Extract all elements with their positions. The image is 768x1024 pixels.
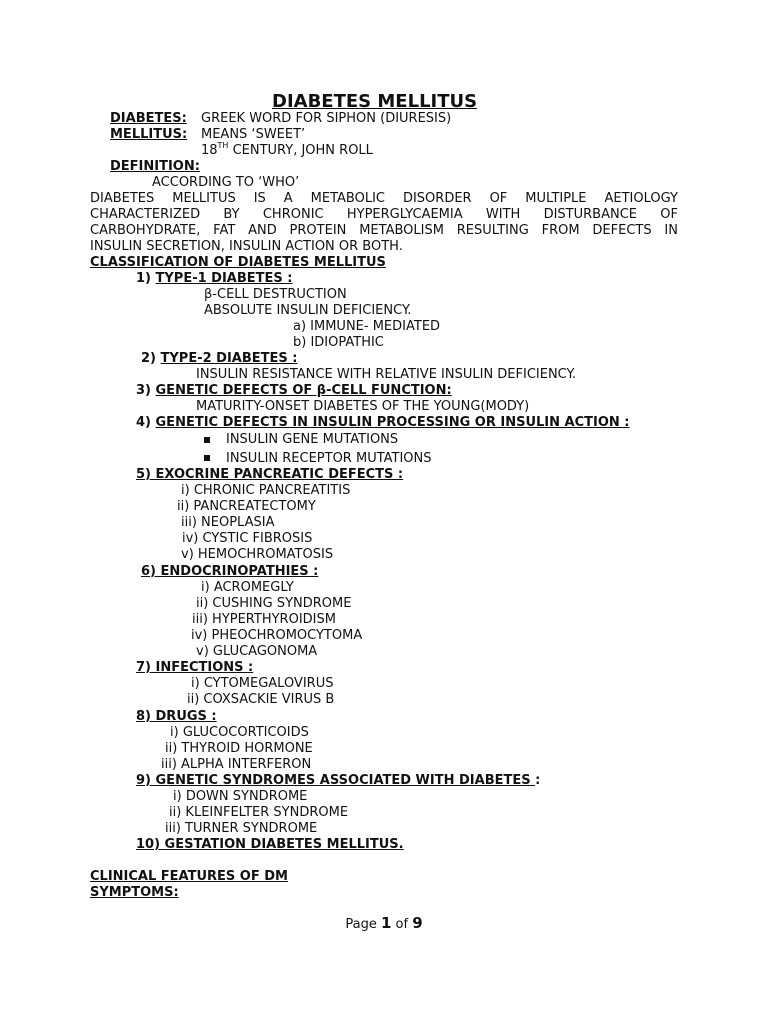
type6-item-1: i) ACROMEGLY: [201, 580, 294, 595]
type2-label: TYPE-2 DIABETES :: [160, 351, 298, 366]
century-line: [201, 143, 373, 159]
according-text: ACCORDING TO ‘WHO’: [152, 175, 300, 190]
type9-label: 9) GENETIC SYNDROMES ASSOCIATED WITH DIABETES: [136, 773, 536, 788]
type9-item-3: iii) TURNER SYNDROME: [165, 821, 318, 836]
type6-item-3: iii) HYPERTHYROIDISM: [192, 612, 336, 627]
type1-item-c: a) IMMUNE- MEDIATED: [293, 319, 441, 334]
classification-heading: CLASSIFICATION OF DIABETES MELLITUS: [90, 255, 386, 270]
type8-heading: 8) DRUGS :: [136, 709, 217, 724]
type4-item-b: INSULIN RECEPTOR MUTATIONS: [226, 451, 432, 466]
type5-item-1: i) CHRONIC PANCREATITIS: [181, 483, 351, 498]
type4-heading: [136, 415, 630, 431]
century-text: CENTURY, JOHN ROLL: [228, 143, 373, 158]
type5-item-3: iii) NEOPLASIA: [181, 515, 275, 530]
type1-heading: [136, 271, 293, 287]
type5-item-4: iv) CYSTIC FIBROSIS: [182, 531, 313, 546]
type7-item-2: ii) COXSACKIE VIRUS B: [187, 692, 335, 707]
definition-line-2: CHARACTERIZED BY CHRONIC HYPERGLYCAEMIA WITH DISTURBANCE OF: [90, 207, 678, 222]
type10-heading: 10) GESTATION DIABETES MELLITUS.: [136, 837, 404, 852]
type1-item-a: β-CELL DESTRUCTION: [204, 287, 347, 302]
type4-num: 4): [136, 415, 156, 430]
footer-total: 9: [412, 914, 423, 932]
definition-label: DEFINITION:: [110, 159, 200, 174]
page-title: DIABETES MELLITUS: [272, 91, 478, 112]
type1-item-b: ABSOLUTE INSULIN DEFICIENCY.: [204, 303, 412, 318]
type9-item-1: i) DOWN SYNDROME: [173, 789, 308, 804]
type1-num: 1): [136, 271, 156, 286]
type3-heading: [136, 383, 452, 399]
diabetes-text: GREEK WORD FOR SIPHON (DIURESIS): [201, 111, 452, 126]
type2-item-a: INSULIN RESISTANCE WITH RELATIVE INSULIN DEFICIENCY.: [196, 367, 576, 382]
type1-item-d: b) IDIOPATHIC: [293, 335, 384, 350]
symptoms-heading: SYMPTOMS:: [90, 885, 179, 900]
type9-item-2: ii) KLEINFELTER SYNDROME: [169, 805, 349, 820]
type9-colon: :: [535, 773, 541, 788]
footer-of: of: [391, 917, 413, 932]
type9-heading: [136, 773, 540, 789]
clinical-heading: CLINICAL FEATURES OF DM: [90, 869, 288, 884]
type3-item-a: MATURITY-ONSET DIABETES OF THE YOUNG(MODY): [196, 399, 530, 414]
type8-item-3: iii) ALPHA INTERFERON: [161, 757, 312, 772]
diabetes-line: [110, 111, 187, 127]
type4-label: GENETIC DEFECTS IN INSULIN PROCESSING OR INSULIN ACTION :: [155, 415, 630, 430]
type6-item-5: v) GLUCAGONOMA: [196, 644, 318, 659]
bullet-icon: [204, 455, 210, 461]
mellitus-label: MELLITUS:: [110, 127, 188, 142]
footer-prefix: Page: [345, 917, 381, 932]
definition-line-1: DIABETES MELLITUS IS A METABOLIC DISORDER OF MULTIPLE AETIOLOGY: [90, 191, 678, 206]
type3-label: GENETIC DEFECTS OF β-CELL FUNCTION:: [155, 383, 452, 398]
type6-item-2: ii) CUSHING SYNDROME: [196, 596, 352, 611]
type8-item-2: ii) THYROID HORMONE: [165, 741, 313, 756]
page-footer: [0, 914, 768, 934]
definition-line-4: INSULIN SECRETION, INSULIN ACTION OR BOTH.: [90, 239, 403, 254]
type6-item-4: iv) PHEOCHROMOCYTOMA: [191, 628, 363, 643]
bullet-icon: [204, 437, 210, 443]
century-num: 18: [201, 143, 218, 158]
type5-heading: 5) EXOCRINE PANCREATIC DEFECTS :: [136, 467, 404, 482]
type2-heading: [141, 351, 298, 367]
type3-num: 3): [136, 383, 156, 398]
type2-num: 2): [141, 351, 161, 366]
type1-label: TYPE-1 DIABETES :: [155, 271, 293, 286]
type6-heading: 6) ENDOCRINOPATHIES :: [141, 564, 319, 579]
diabetes-label: DIABETES:: [110, 111, 187, 126]
century-sup: TH: [217, 141, 229, 150]
mellitus-line: [110, 127, 187, 143]
type4-item-a: INSULIN GENE MUTATIONS: [226, 432, 399, 447]
type8-item-1: i) GLUCOCORTICOIDS: [170, 725, 309, 740]
type7-item-1: i) CYTOMEGALOVIRUS: [191, 676, 334, 691]
type7-heading: 7) INFECTIONS :: [136, 660, 254, 675]
definition-line-3: CARBOHYDRATE, FAT AND PROTEIN METABOLISM RESULTING FROM DEFECTS IN: [90, 223, 678, 238]
type5-item-5: v) HEMOCHROMATOSIS: [181, 547, 334, 562]
footer-page: 1: [380, 914, 392, 932]
mellitus-text: MEANS ‘SWEET’: [201, 127, 306, 142]
type5-item-2: ii) PANCREATECTOMY: [177, 499, 316, 514]
